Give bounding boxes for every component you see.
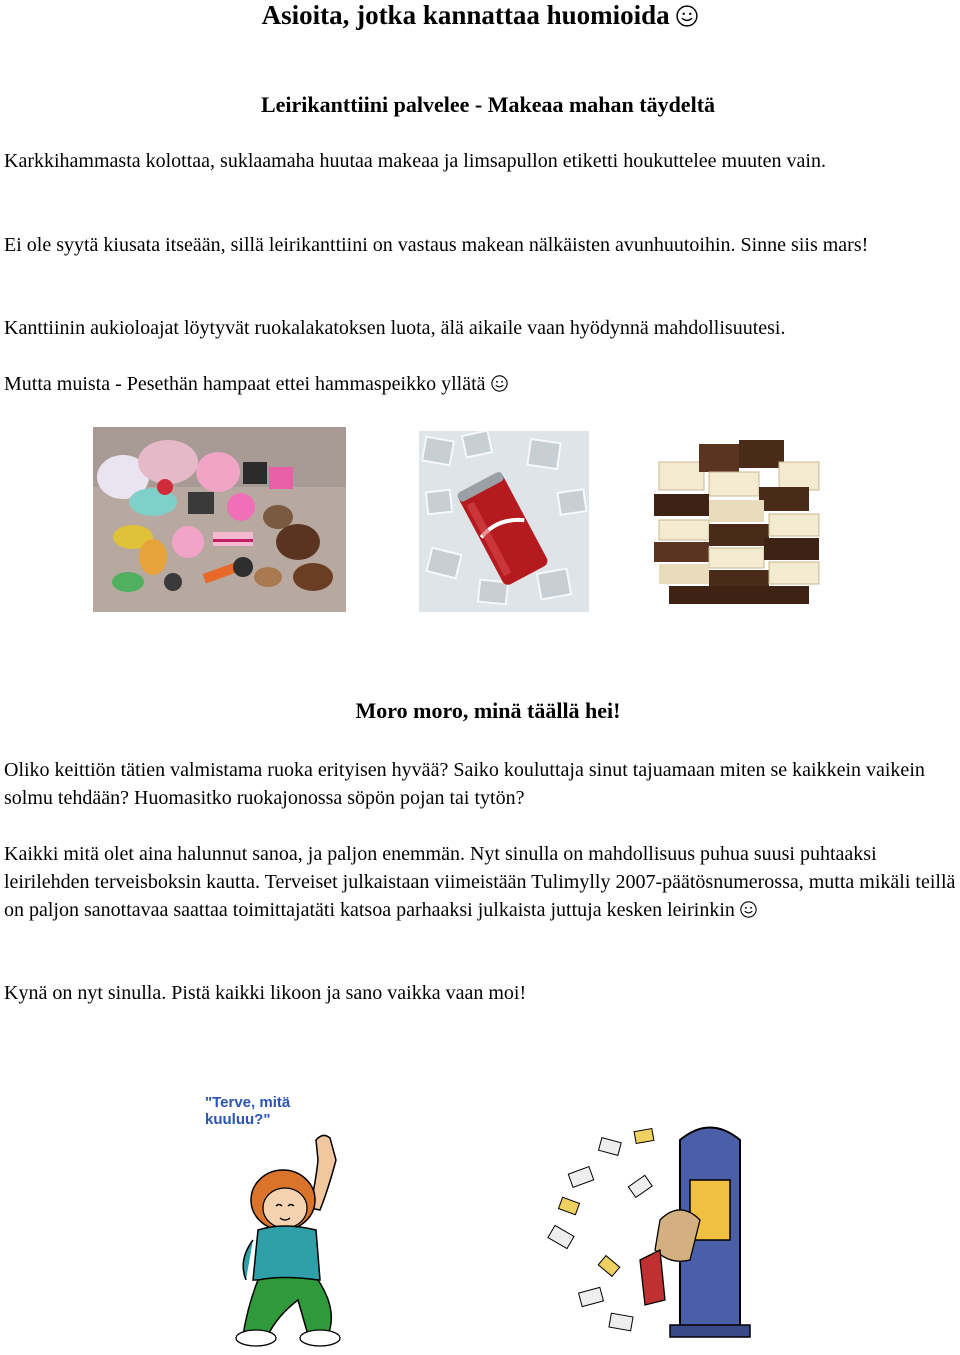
greetings-box-text: Kaikki mitä olet aina halunnut sanoa, ja paljon enemmän. Nyt sinulla on mahdollisuus puhua suusi puhtaaksi leirilehden terveisboksin kautta. Terveiset julkaistaan viimeistään Tulimylly 2007-päätösnumerossa, mutta mikäli teillä on paljon sanottavaa saattaa toimittajatäti katsoa parhaaksi julkaista juttuja kesken leirinkin (4, 843, 956, 921)
section-subtitle: Leirikanttiini palvelee - Makeaa mahan täydeltä (260, 92, 716, 117)
waving-girl-illustration (228, 1130, 378, 1350)
smiley-icon (491, 375, 508, 392)
page-title-text: Asioita, jotka kannattaa huomioida (261, 0, 670, 30)
candy-image (93, 427, 346, 612)
chocolate-image (649, 432, 829, 612)
teeth-paragraph-text: Mutta muista - Pesethän hampaat ettei hammaspeikko yllätä (4, 373, 486, 395)
mailbox-illustration (540, 1110, 790, 1350)
smiley-icon (676, 5, 698, 27)
teeth-paragraph (4, 370, 956, 398)
greetings-box-paragraph (4, 840, 956, 924)
intro-paragraph: Karkkihammasta kolottaa, suklaamaha huutaa makeaa ja limsapullon etiketti houkuttelee muuten vain. (4, 150, 826, 172)
page-title (0, 0, 960, 30)
smiley-icon (740, 901, 757, 918)
closing-paragraph: Kynä on nyt sinulla. Pistä kaikki likoon ja sano vaikka vaan moi! (4, 982, 527, 1004)
speech-bubble-text: "Terve, mitä kuuluu?" (205, 1094, 291, 1128)
opening-hours-paragraph: Kanttiinin aukioloajat löytyvät ruokalakatoksen luota, älä aikaile vaan hyödynnä mahdollisuutesi. (4, 317, 786, 339)
cola-can-image (419, 431, 589, 612)
questions-paragraph: Oliko keittiön tätien valmistama ruoka erityisen hyvää? Saiko kouluttaja sinut tajuamaan miten se kaikkein vaikein solmu tehdään? Huomasitko ruokajonossa söpön pojan tai tytön? (4, 759, 925, 809)
canteen-paragraph: Ei ole syytä kiusata itseään, sillä leirikanttiini on vastaus makean nälkäisten avunhuutoihin. Sinne siis mars! (4, 234, 869, 256)
greetings-heading: Moro moro, minä täällä hei! (355, 698, 621, 723)
